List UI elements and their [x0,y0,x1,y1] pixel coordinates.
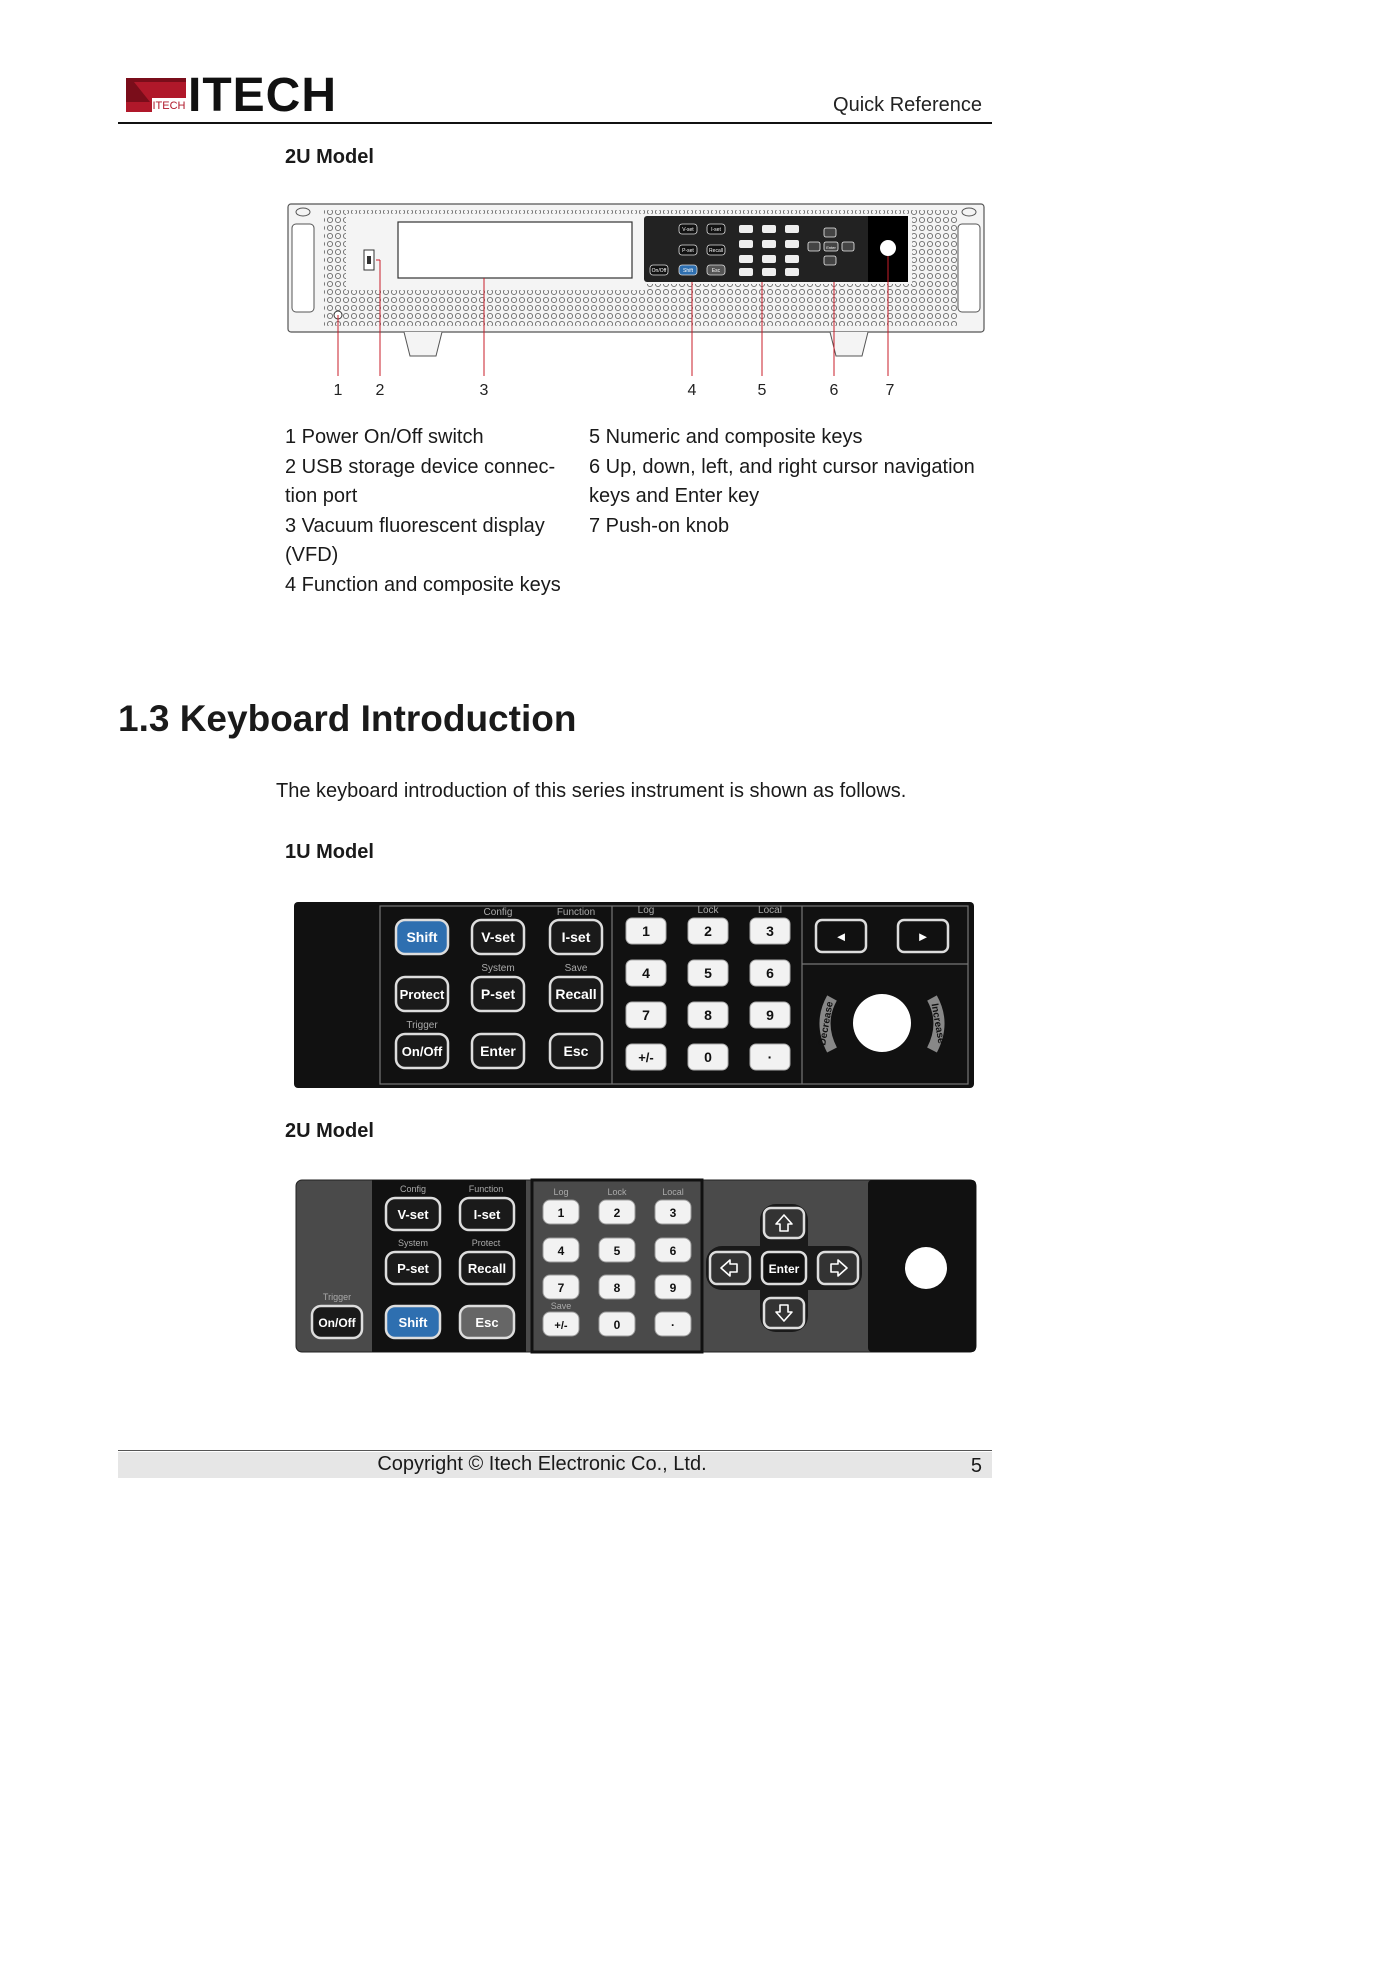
mini-key-onoff: On/Off [651,268,667,274]
key-enter: Enter [480,1043,516,1059]
callout-6: 6 [829,382,839,399]
key-8: 8 [704,1007,712,1023]
key-recall: Recall [555,986,597,1002]
key-esc: Esc [563,1043,589,1059]
legend-item: 6 Up, down, left, and right cursor navigation [589,455,975,478]
key-6: 6 [766,965,774,981]
legend-right [589,423,975,541]
legend-item: keys and Enter key [589,485,760,507]
arrow-left-icon: ◄ [834,929,848,944]
key-onoff: On/Off [401,1044,443,1059]
key-dot: · [767,1049,773,1065]
keyboard-2u-heading: 2U Model [285,1120,374,1142]
key-6-2u: 6 [669,1244,677,1258]
key-shift: Shift [406,929,438,945]
arrow-right-icon: ► [916,929,930,944]
key-vset: V-set [481,929,515,945]
label-function-2u: Function [468,1184,504,1194]
key-pset-2u: P-set [397,1261,429,1276]
callout-7: 7 [885,382,895,399]
key-3: 3 [766,923,774,939]
key-1-2u: 1 [557,1206,565,1220]
key-iset: I-set [561,929,591,945]
key-1: 1 [642,923,650,939]
legend-item: 2 USB storage device connec- [285,455,556,478]
knob-icon [905,1247,947,1289]
legend-item: 3 Vacuum fluorescent display [285,514,545,537]
key-vset-2u: V-set [397,1207,429,1222]
label-function: Function [556,907,596,918]
label-system-2u: System [397,1238,429,1248]
legend-item: tion port [285,485,358,507]
callout-5: 5 [757,382,767,399]
label-trigger: Trigger [406,1020,438,1031]
callout-1: 1 [333,382,343,399]
label-trigger-2u: Trigger [322,1292,352,1302]
legend-left [285,423,561,600]
label-lock-2u: Lock [607,1187,627,1197]
key-protect: Protect [399,987,445,1002]
label-local-2u: Local [662,1187,684,1197]
key-onoff-2u: On/Off [318,1316,356,1330]
key-7-2u: 7 [557,1281,565,1295]
footer-divider [118,1450,992,1451]
mini-key-recall: Recall [709,248,723,254]
label-system: System [481,963,515,974]
callout-3: 3 [479,382,489,399]
section-intro: The keyboard introduction of this series instrument is shown as follows. [276,780,907,802]
legend-item: 7 Push-on knob [589,514,730,537]
key-esc-2u: Esc [475,1315,499,1330]
key-dot-2u: · [671,1318,675,1332]
key-recall-2u: Recall [467,1261,507,1276]
keyboard-2u-diagram [294,1178,978,1354]
label-save-2u: Save [550,1301,572,1311]
key-0-2u: 0 [613,1318,621,1332]
key-3-2u: 3 [669,1206,677,1220]
keyboard-1u-diagram [294,900,974,1090]
legend-item: 5 Numeric and composite keys [589,426,863,448]
label-config: Config [483,907,513,918]
front-panel-diagram [286,200,988,405]
nav-enter-label: Enter [768,1262,800,1276]
legend-item: (VFD) [285,544,339,566]
mini-key-pset: P-set [682,248,694,254]
key-plus-minus: +/- [638,1050,654,1065]
label-save: Save [564,963,588,974]
footer-copyright: Copyright © Itech Electronic Co., Ltd. [377,1453,707,1475]
key-8-2u: 8 [613,1281,621,1295]
mini-key-vset: V-set [682,227,694,233]
itech-logo-icon [126,78,186,112]
key-4: 4 [642,965,650,981]
label-local: Local [758,905,782,916]
label-log: Log [637,905,655,916]
mini-key-iset: I-set [711,227,721,233]
nav-down-button [764,1298,804,1328]
page-number: 5 [970,1455,982,1477]
key-pset: P-set [480,986,516,1002]
label-lock: Lock [697,905,719,916]
knob-icon [853,994,911,1052]
knob-increase-label: Increase [928,1002,947,1045]
logo-badge-text: ITECH [152,100,186,112]
header-section-label: Quick Reference [833,94,982,116]
key-2-2u: 2 [613,1206,621,1220]
legend-item: 1 Power On/Off switch [285,426,484,448]
key-0: 0 [704,1049,712,1065]
callout-4: 4 [687,382,697,399]
key-2: 2 [704,923,712,939]
mini-key-shift: Shift [682,268,694,274]
key-9: 9 [766,1007,774,1023]
key-9-2u: 9 [669,1281,677,1295]
callout-2: 2 [375,382,385,399]
logo-wordmark: ITECH [188,69,337,122]
mini-key-esc: Esc [711,268,721,274]
label-config-2u: Config [399,1184,427,1194]
key-7: 7 [642,1007,650,1023]
key-5-2u: 5 [613,1244,621,1258]
key-shift-2u: Shift [398,1315,428,1330]
key-4-2u: 4 [557,1244,565,1258]
knob-decrease-label: Decrease [817,1000,836,1047]
mini-key-enter: Enter [826,245,836,250]
nav-right-button [818,1252,858,1284]
front-panel-heading: 2U Model [285,146,374,168]
key-5: 5 [704,965,712,981]
header-divider [118,122,992,124]
legend-item: 4 Function and composite keys [285,573,561,596]
label-protect-2u: Protect [471,1238,501,1248]
keyboard-1u-heading: 1U Model [285,841,374,863]
nav-left-button [710,1252,750,1284]
section-title: 1.3 Keyboard Introduction [118,698,577,739]
key-plus-minus-2u: +/- [554,1320,568,1332]
key-iset-2u: I-set [473,1207,501,1222]
nav-up-button [764,1208,804,1238]
label-log-2u: Log [553,1187,569,1197]
